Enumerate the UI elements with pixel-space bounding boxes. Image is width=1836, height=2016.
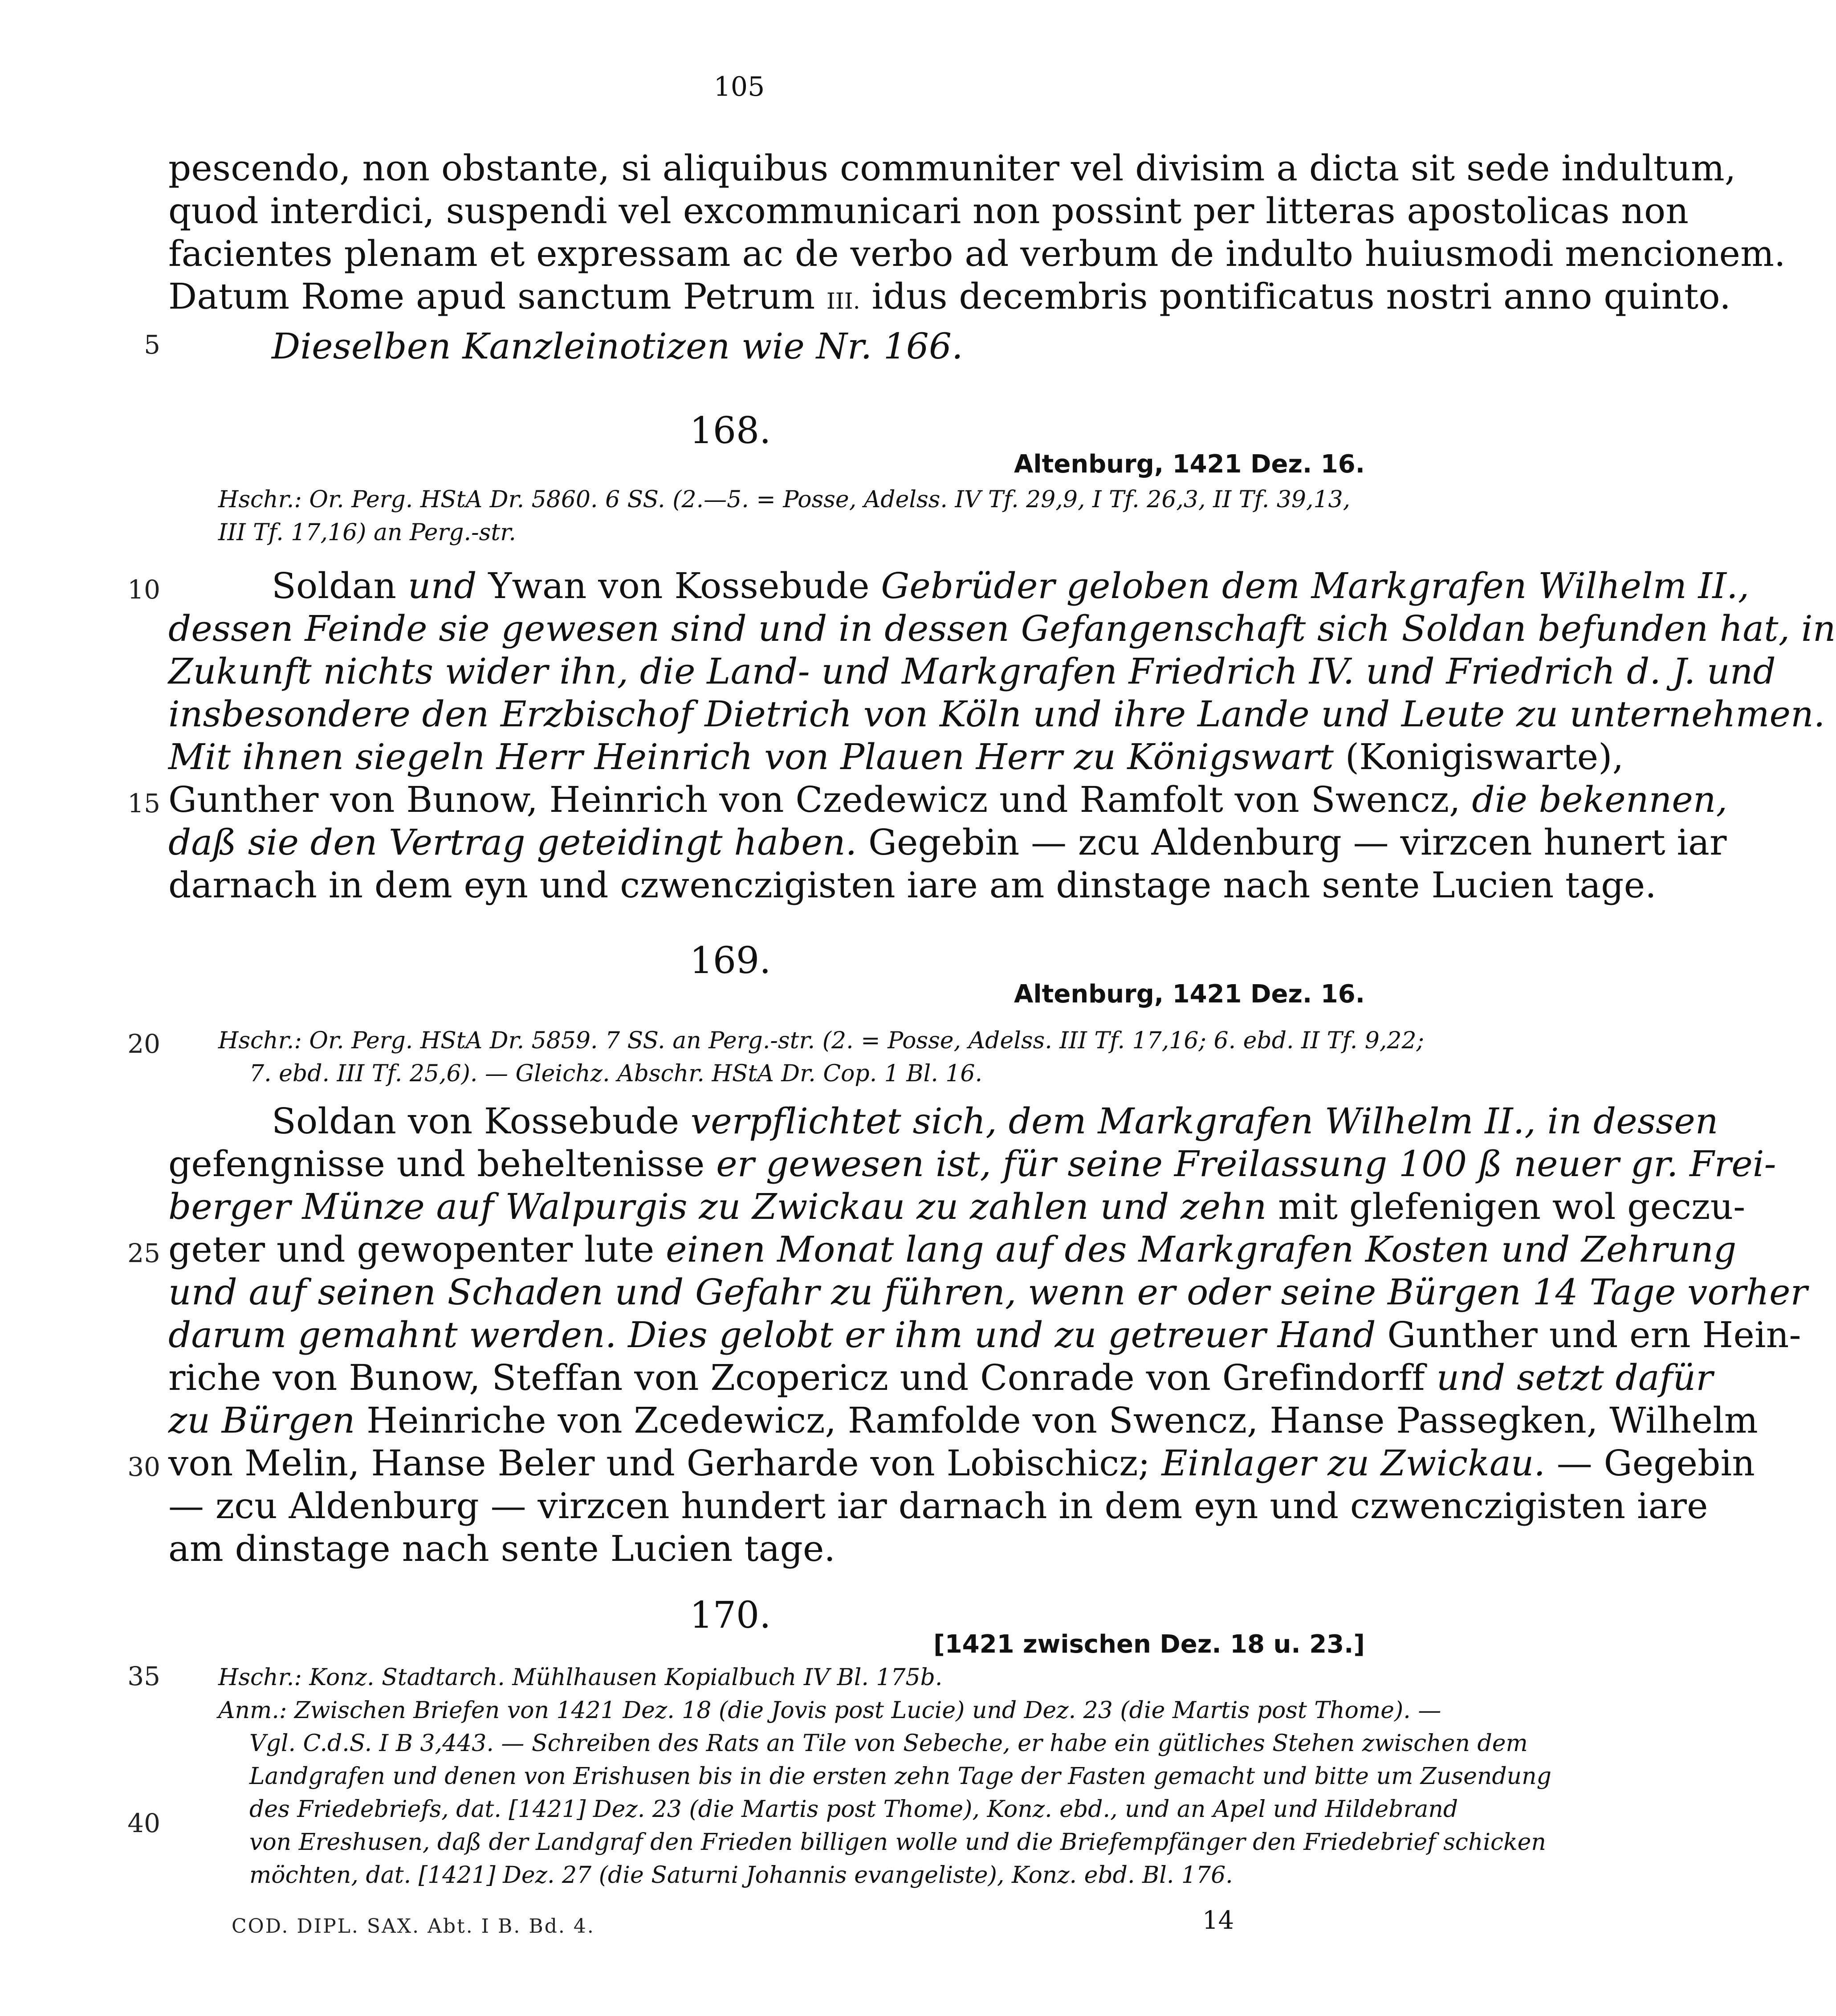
text-line: darnach in dem eyn und czwenczigisten iare am dinstage nach sente Lucien tage. bbox=[168, 864, 1657, 906]
text-line bbox=[168, 1185, 1746, 1228]
text-line bbox=[168, 736, 1624, 778]
document-place-date: Altenburg, 1421 Dez. 16. bbox=[1014, 450, 1365, 479]
kanzlei-note: Dieselben Kanzleinotizen wie Nr. 166. bbox=[272, 326, 963, 367]
source-note: Landgrafen und denen von Erishusen bis in die ersten zehn Tage der Fasten gemacht und bitte um Zusendung bbox=[249, 1763, 1551, 1790]
text-segment: Soldan bbox=[272, 565, 408, 607]
text-line bbox=[168, 1314, 1801, 1356]
text-segment: verpflichtet sich, dem Markgrafen Wilhelm II., in dessen bbox=[690, 1100, 1718, 1142]
source-note: Anm.: Zwischen Briefen von 1421 Dez. 18 (die Jovis post Lucie) und Dez. 23 (die Martis post Thome). — bbox=[218, 1697, 1441, 1724]
text-segment: Soldan von Kossebude bbox=[272, 1100, 691, 1142]
source-note: von Ereshusen, daß der Landgraf den Frieden billigen wolle und die Briefempfänger den Friedebrief schicken bbox=[249, 1829, 1546, 1856]
text-segment: Gegebin — zcu Aldenburg — virzcen hunert iar bbox=[857, 822, 1727, 863]
text-segment: zu Bürgen bbox=[168, 1400, 355, 1441]
text-segment: einen Monat lang auf des Markgrafen Kosten und Zehrung bbox=[666, 1229, 1737, 1270]
text-segment: mit glefenigen wol geczu- bbox=[1266, 1186, 1746, 1227]
text-segment: Einlager zu Zwickau. bbox=[1161, 1442, 1546, 1484]
text-segment: — Gegebin bbox=[1545, 1442, 1755, 1484]
text-segment: berger Münze auf Walpurgis zu Zwickau zu zahlen und zehn bbox=[168, 1186, 1267, 1227]
document-number: 168. bbox=[689, 410, 771, 452]
text-line bbox=[168, 1143, 1776, 1185]
document-place-date: Altenburg, 1421 Dez. 16. bbox=[1014, 980, 1365, 1009]
text-segment: Ywan von Kossebude bbox=[476, 565, 881, 607]
text-line: dessen Feinde sie gewesen sind und in dessen Gefangenschaft sich Soldan befunden hat, in bbox=[168, 608, 1836, 649]
line-number: 5 bbox=[144, 330, 160, 360]
text-line: pescendo, non obstante, si aliquibus communiter vel divisim a dicta sit sede indultum, bbox=[168, 147, 1736, 189]
text-segment: und setzt dafür bbox=[1436, 1357, 1713, 1398]
source-note: des Friedebriefs, dat. [1421] Dez. 23 (die Martis post Thome), Konz. ebd., und an Apel und Hildebrand bbox=[249, 1796, 1458, 1823]
source-note: Vgl. C.d.S. I B 3,443. — Schreiben des Rats an Tile von Sebeche, er habe ein gütliches Stehen zwischen dem bbox=[249, 1730, 1528, 1757]
text-segment: Heinriche von Zcedewicz, Ramfolde von Swencz, Hanse Passegken, Wilhelm bbox=[355, 1400, 1758, 1441]
line-number: 15 bbox=[127, 788, 160, 819]
text-segment: geter und gewopenter lute bbox=[168, 1229, 666, 1270]
text-line bbox=[168, 1356, 1713, 1399]
text-segment: daß sie den Vertrag geteidingt haben. bbox=[168, 822, 857, 863]
text-segment: idus decembris pontificatus nostri anno quinto. bbox=[871, 276, 1731, 317]
text-line: quod interdici, suspendi vel excommunicari non possint per litteras apostolicas non bbox=[168, 190, 1689, 232]
text-segment: Datum Rome apud sanctum Petrum bbox=[168, 276, 815, 317]
text-line: Zukunft nichts wider ihn, die Land- und Markgrafen Friedrich IV. und Friedrich d. J. und bbox=[168, 651, 1776, 692]
source-note: III Tf. 17,16) an Perg.-str. bbox=[218, 519, 516, 546]
page-number: 105 bbox=[713, 71, 765, 102]
text-line bbox=[168, 275, 1731, 322]
text-segment: er gewesen ist, für seine Freilassung 100 ß neuer gr. Frei- bbox=[716, 1143, 1776, 1185]
sheet-number: 14 bbox=[1202, 1906, 1234, 1935]
text-segment: Mit ihnen siegeln Herr Heinrich von Plauen Herr zu Königswart bbox=[168, 736, 1334, 778]
text-line: facientes plenam et expressam ac de verbo ad verbum de indulto huiusmodi mencionem. bbox=[168, 233, 1786, 274]
line-number: 20 bbox=[127, 1029, 160, 1059]
text-line bbox=[168, 1442, 1755, 1485]
line-number: 35 bbox=[127, 1661, 160, 1691]
text-line bbox=[168, 1399, 1758, 1442]
text-segment: Gunther und ern Hein- bbox=[1376, 1314, 1801, 1356]
text-line bbox=[168, 1228, 1737, 1271]
document-number: 170. bbox=[689, 1594, 771, 1637]
document-number: 169. bbox=[689, 940, 771, 982]
source-note: 7. ebd. III Tf. 25,6). — Gleichz. Abschr. HStA Dr. Cop. 1 Bl. 16. bbox=[249, 1060, 982, 1087]
text-line: am dinstage nach sente Lucien tage. bbox=[168, 1528, 836, 1569]
text-segment: von Melin, Hanse Beler und Gerharde von Lobischicz; bbox=[168, 1442, 1162, 1484]
text-segment: die bekennen, bbox=[1472, 779, 1728, 820]
text-segment: darum gemahnt werden. Dies gelobt er ihm und zu getreuer Hand bbox=[168, 1314, 1376, 1356]
text-line bbox=[168, 821, 1727, 864]
text-segment: Gebrüder geloben dem Markgrafen Wilhelm II., bbox=[881, 565, 1750, 607]
document-place-date: [1421 zwischen Dez. 18 u. 23.] bbox=[933, 1630, 1365, 1659]
roman-numeral: III. bbox=[826, 288, 860, 314]
text-segment: (Konigiswarte), bbox=[1334, 736, 1624, 778]
text-segment: Gunther von Bunow, Heinrich von Czedewicz und Ramfolt von Swencz, bbox=[168, 779, 1472, 820]
source-note: möchten, dat. [1421] Dez. 27 (die Saturni Johannis evangeliste), Konz. ebd. Bl. 176. bbox=[249, 1862, 1233, 1889]
text-line bbox=[168, 778, 1728, 821]
text-segment: gefengnisse und beheltenisse bbox=[168, 1143, 716, 1185]
text-segment: und bbox=[407, 565, 477, 607]
text-line: und auf seinen Schaden und Gefahr zu führen, wenn er oder seine Bürgen 14 Tage vorher bbox=[168, 1271, 1808, 1313]
source-note: Hschr.: Or. Perg. HStA Dr. 5859. 7 SS. an Perg.-str. (2. = Posse, Adelss. III Tf. 17,16; 6. ebd. II Tf. 9,22; bbox=[218, 1027, 1425, 1054]
text-line: — zcu Aldenburg — virzcen hundert iar darnach in dem eyn und czwenczigisten iare bbox=[168, 1485, 1708, 1527]
source-note: Hschr.: Or. Perg. HStA Dr. 5860. 6 SS. (2.—5. = Posse, Adelss. IV Tf. 29,9, I Tf. 26,3, II Tf. 39,13, bbox=[218, 486, 1351, 513]
text-line bbox=[272, 565, 1749, 607]
line-number: 40 bbox=[127, 1808, 160, 1838]
line-number: 30 bbox=[127, 1452, 160, 1482]
text-segment: riche von Bunow, Steffan von Zcopericz und Conrade von Grefindorff bbox=[168, 1357, 1437, 1398]
text-line bbox=[272, 1100, 1718, 1143]
source-note: Hschr.: Konz. Stadtarch. Mühlhausen Kopialbuch IV Bl. 175b. bbox=[218, 1664, 943, 1691]
text-line: insbesondere den Erzbischof Dietrich von Köln und ihre Lande und Leute zu unternehmen. bbox=[168, 693, 1825, 735]
signature-mark: COD. DIPL. SAX. Abt. I B. Bd. 4. bbox=[232, 1915, 595, 1938]
line-number: 25 bbox=[127, 1238, 160, 1268]
line-number: 10 bbox=[127, 574, 160, 605]
